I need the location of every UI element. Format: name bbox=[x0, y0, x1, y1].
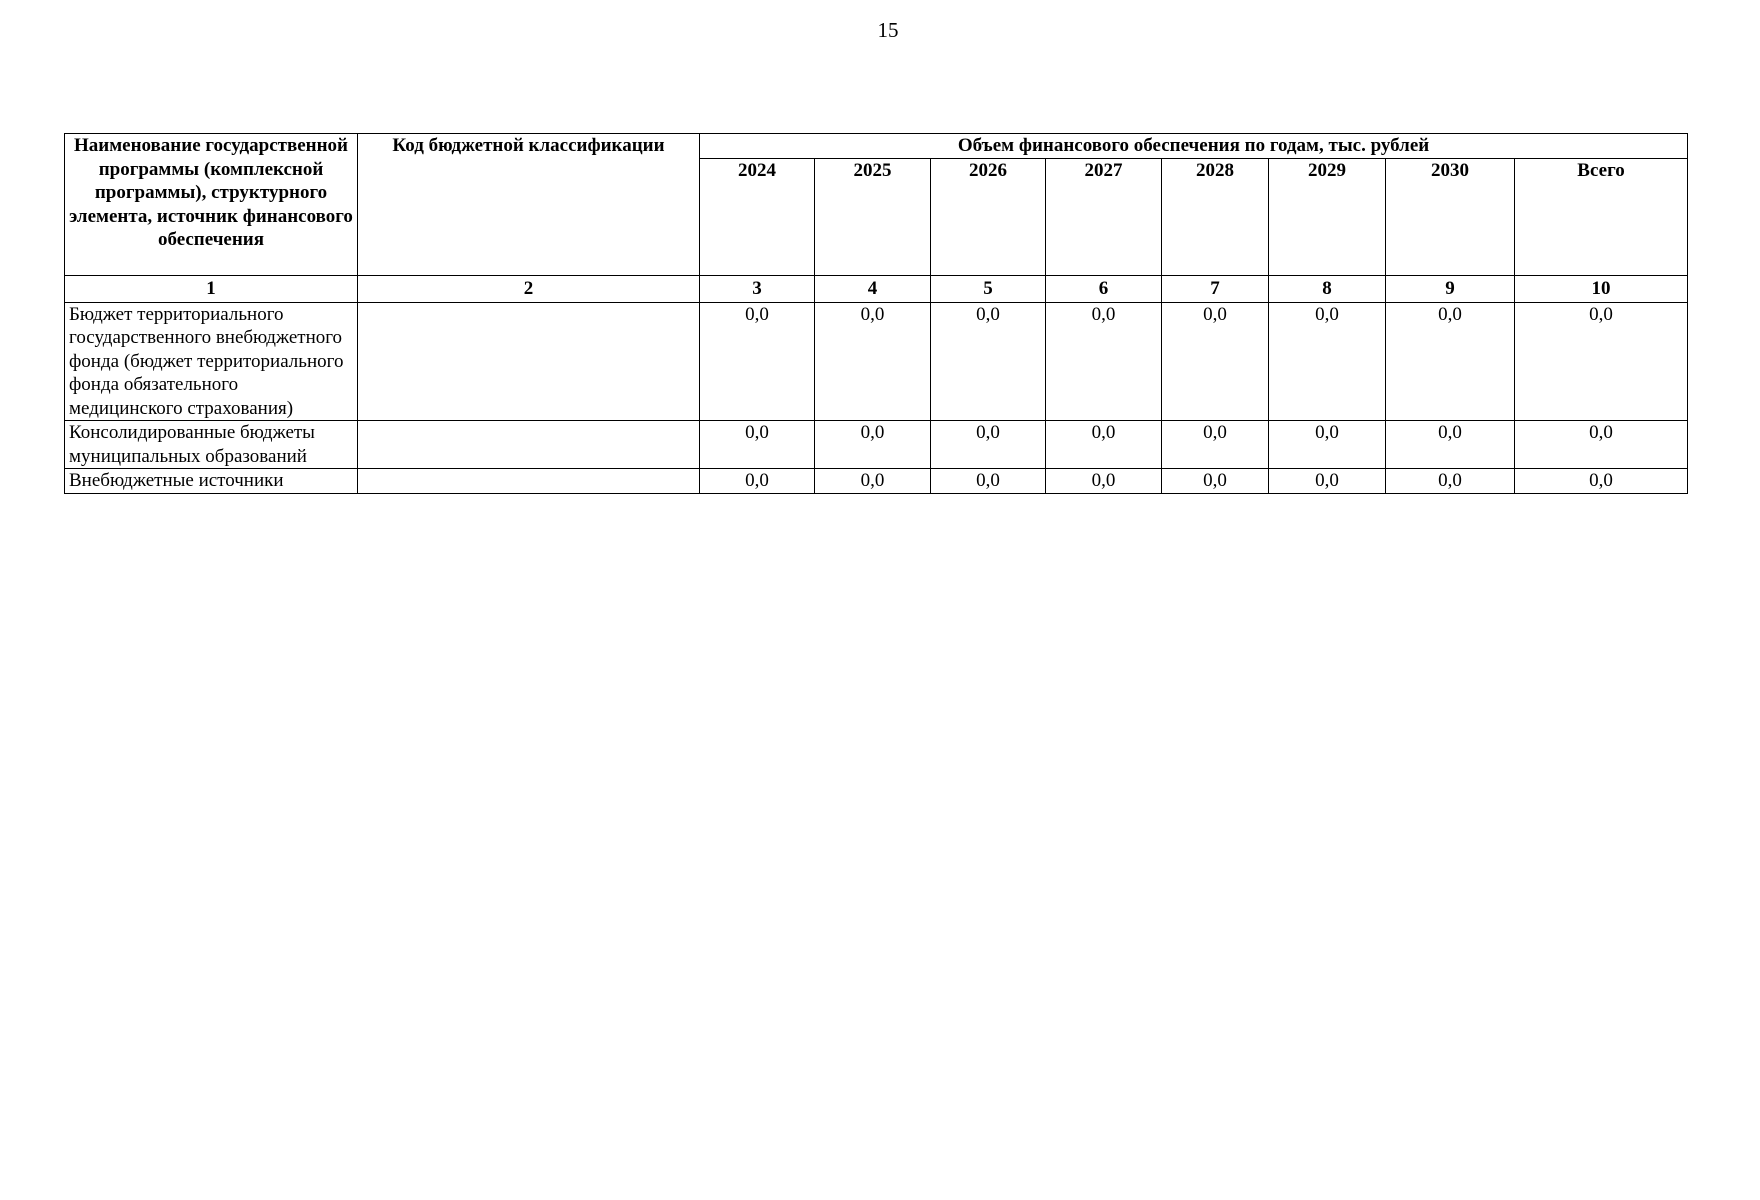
row-value: 0,0 bbox=[1386, 421, 1515, 469]
header-year: 2030 bbox=[1386, 158, 1515, 275]
header-year: 2028 bbox=[1162, 158, 1269, 275]
row-code bbox=[358, 421, 700, 469]
row-name: Внебюджетные источники bbox=[65, 469, 358, 494]
header-year: 2029 bbox=[1269, 158, 1386, 275]
row-value: 0,0 bbox=[1386, 302, 1515, 421]
row-value: 0,0 bbox=[1046, 421, 1162, 469]
header-year: 2027 bbox=[1046, 158, 1162, 275]
column-number: 5 bbox=[931, 275, 1046, 302]
row-value: 0,0 bbox=[931, 421, 1046, 469]
column-numbers-row bbox=[65, 275, 1688, 302]
row-value: 0,0 bbox=[1162, 469, 1269, 494]
row-total: 0,0 bbox=[1515, 302, 1688, 421]
header-year: 2026 bbox=[931, 158, 1046, 275]
column-number: 9 bbox=[1386, 275, 1515, 302]
row-value: 0,0 bbox=[1162, 302, 1269, 421]
row-value: 0,0 bbox=[1162, 421, 1269, 469]
row-value: 0,0 bbox=[1386, 469, 1515, 494]
row-value: 0,0 bbox=[931, 469, 1046, 494]
row-value: 0,0 bbox=[815, 469, 931, 494]
row-value: 0,0 bbox=[1269, 469, 1386, 494]
header-total: Всего bbox=[1515, 158, 1688, 275]
column-number: 3 bbox=[700, 275, 815, 302]
column-number: 8 bbox=[1269, 275, 1386, 302]
row-name: Консолидированные бюджеты муниципальных образований bbox=[65, 421, 358, 469]
row-value: 0,0 bbox=[815, 421, 931, 469]
column-number: 1 bbox=[65, 275, 358, 302]
column-number: 10 bbox=[1515, 275, 1688, 302]
row-value: 0,0 bbox=[1046, 469, 1162, 494]
row-code bbox=[358, 469, 700, 494]
row-code bbox=[358, 302, 700, 421]
header-code-column: Код бюджетной классификации bbox=[358, 134, 700, 276]
financing-table bbox=[64, 133, 1688, 494]
header-row bbox=[65, 134, 1688, 159]
row-value: 0,0 bbox=[700, 421, 815, 469]
table-row bbox=[65, 302, 1688, 421]
row-value: 0,0 bbox=[700, 302, 815, 421]
table-row bbox=[65, 421, 1688, 469]
column-number: 7 bbox=[1162, 275, 1269, 302]
row-value: 0,0 bbox=[1269, 302, 1386, 421]
row-value: 0,0 bbox=[815, 302, 931, 421]
table-row bbox=[65, 469, 1688, 494]
header-year: 2025 bbox=[815, 158, 931, 275]
row-value: 0,0 bbox=[1269, 421, 1386, 469]
row-total: 0,0 bbox=[1515, 421, 1688, 469]
row-total: 0,0 bbox=[1515, 469, 1688, 494]
header-year: 2024 bbox=[700, 158, 815, 275]
row-name: Бюджет территориального государственного внебюджетного фонда (бюджет территориального фонда обязательного медицинского страхования) bbox=[65, 302, 358, 421]
column-number: 6 bbox=[1046, 275, 1162, 302]
column-number: 2 bbox=[358, 275, 700, 302]
page-number: 15 bbox=[877, 18, 899, 42]
header-volume-group: Объем финансового обеспечения по годам, тыс. рублей bbox=[700, 134, 1688, 159]
column-number: 4 bbox=[815, 275, 931, 302]
row-value: 0,0 bbox=[700, 469, 815, 494]
row-value: 0,0 bbox=[1046, 302, 1162, 421]
row-value: 0,0 bbox=[931, 302, 1046, 421]
header-name-column: Наименование государственной программы (комплексной программы), структурного элемента, источник финансового обеспечения bbox=[65, 134, 358, 276]
